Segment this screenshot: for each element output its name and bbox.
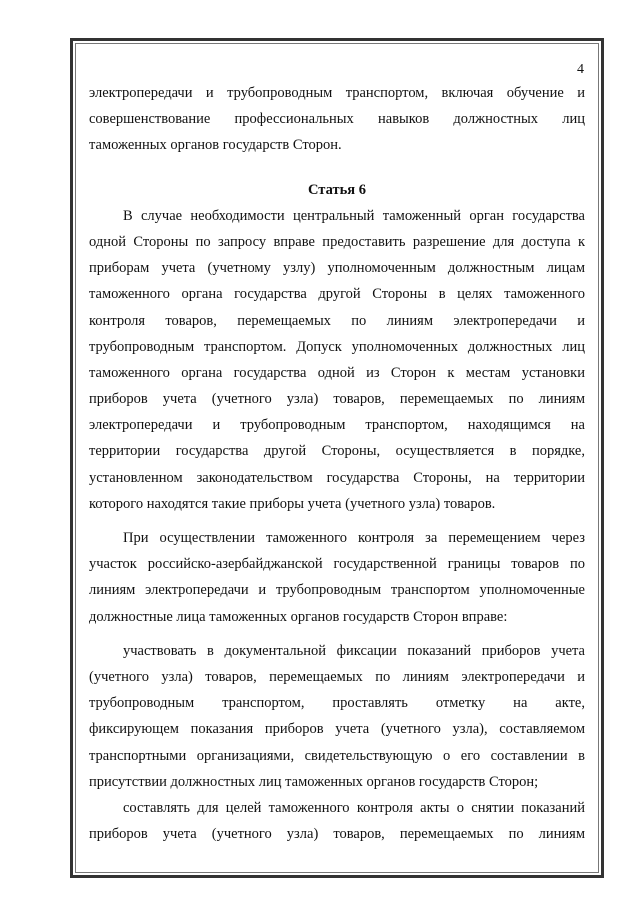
- text-line: одной Стороны по запросу вправе предоставить разрешение для доступа к: [89, 233, 585, 250]
- text-line: электропередачи и трубопроводным транспортом, находящимся на: [89, 417, 585, 434]
- text-line: (учетного узла) товаров, перемещаемых по линиям электропередачи и: [89, 668, 585, 685]
- article-paragraph-3: [89, 638, 585, 795]
- text-line: таможенного органа государства одной из Сторон к местам установки: [89, 364, 585, 381]
- intro-paragraph: [89, 80, 585, 159]
- text-line: территории государства другой Стороны, осуществляется в порядке,: [89, 443, 585, 460]
- text-line: участок российско-азербайджанской государственной границы товаров по: [89, 556, 585, 573]
- text-line: установленном законодательством государства Стороны, на территории: [89, 469, 585, 486]
- article-paragraph-1: [89, 203, 585, 517]
- text-line: фиксирующем показания приборов учета (учетного узла), составляемом: [89, 721, 585, 738]
- text-line: которого находятся такие приборы учета (учетного узла) товаров.: [89, 495, 496, 512]
- text-line: линиям электропередачи и трубопроводным транспортом уполномоченные: [89, 582, 585, 599]
- text-line: контроля товаров, перемещаемых по линиям электропередачи и: [89, 312, 585, 329]
- text-line: В случае необходимости центральный таможенный орган государства: [123, 207, 585, 224]
- text-line: таможенного органа государства другой Стороны в целях таможенного: [89, 286, 585, 303]
- text-line: приборов учета (учетного узла) товаров, перемещаемых по линиям: [89, 826, 585, 843]
- text-line: приборов учета (учетного узла) товаров, перемещаемых по линиям: [89, 391, 585, 408]
- text-line: трубопроводным транспортом, проставлять отметку на акте,: [89, 695, 585, 712]
- text-line: составлять для целей таможенного контроля акты о снятии показаний: [123, 799, 585, 816]
- article-paragraph-2: [89, 525, 585, 630]
- text-line: совершенствование профессиональных навыков должностных лиц: [89, 111, 585, 128]
- page-number: 4: [577, 62, 584, 77]
- text-line: участвовать в документальной фиксации показаний приборов учета: [123, 642, 585, 659]
- article-paragraph-4: [89, 795, 585, 847]
- text-line: присутствии должностных лиц таможенных органов государств Сторон;: [89, 773, 539, 790]
- article-heading: Статья 6: [308, 181, 366, 198]
- text-line: транспортными организациями, свидетельствующую о его составлении в: [89, 747, 585, 764]
- text-line: трубопроводным транспортом. Допуск уполномоченных должностных лиц: [89, 338, 585, 355]
- text-line: приборам учета (учетному узлу) уполномоченным должностным лицам: [89, 260, 585, 277]
- text-line: электропередачи и трубопроводным транспортом, включая обучение и: [89, 85, 585, 101]
- text-line: При осуществлении таможенного контроля за перемещением через: [123, 530, 585, 546]
- text-line: таможенных органов государств Сторон.: [89, 137, 342, 154]
- document-body: [89, 80, 585, 847]
- text-line: должностные лица таможенных органов государств Сторон вправе:: [89, 608, 508, 625]
